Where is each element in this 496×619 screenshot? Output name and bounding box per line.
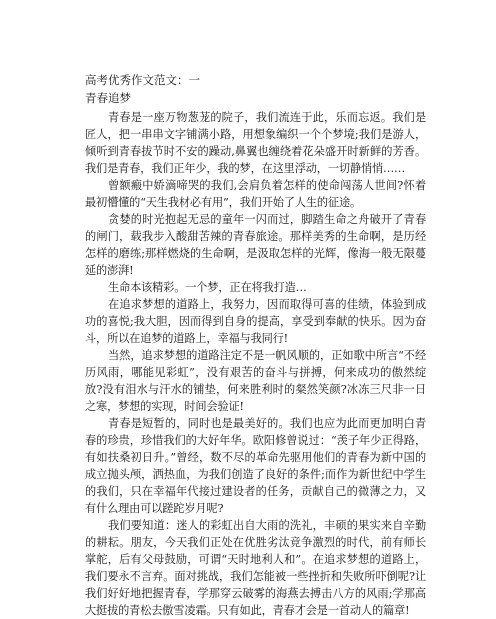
essay-title: 青春追梦 [85,91,131,105]
paragraph-4: 生命本该精彩。一个梦，正在将我打造… [108,281,307,294]
paragraph-2: 曾额瘢中娇滴啼哭的我们,会肩负着怎样的使命闯荡人世间?怀着最初懵懂的“天生我材必有用”，我们开始了人生的征途。 [85,179,426,209]
paragraph-5: 在追求梦想的道路上，我努力，因而取得可喜的佳绩，体验到成功的喜悦;我大胆，因而得到自身的提高，享受到奉献的快乐。因为奋斗，所以在追梦的道路上，幸福与我同行! [85,298,426,345]
paragraph-7: 青春是短暂的，同时也是最美好的。我们也应为此而更加明白青春的珍贵，珍惜我们的大好年华。欧阳修曾说过：“羡子年少正得路，有如扶桑初日升。”曾经，数不尽的革命先驱用他们的青春为新中国的成立抛头颅，洒热血，为我们创造了良好的条件;而作为新世纪中学生的我们，只在幸福年代接过建设者的任务，贡献自己的微薄之力，又有什么理由可以蹉跎岁月呢? [85,417,426,515]
document-header: 高考优秀作文范文：一 [85,73,200,87]
paragraph-6: 当然，追求梦想的道路注定不是一帆风顺的，正如歌中所言“不经历风雨，哪能见彩虹”，没有艰苦的奋斗与拼搏，何来成功的傲然绽放?没有泪水与汗水的铺垫，何来胜利时的粲然笑颜?冰冻三尺非一日之寒，梦想的实现，时间会验证! [85,349,426,413]
paragraph-1: 青春是一座万物葱茏的院子，我们流连于此，乐而忘返。我们是匠人，把一串串文字铺满小路，用想象编织一个个梦境;我们是游人，倾听到青春拔节时不安的躁动,鼻翼也缠绕着花朵盛开时新鲜的芳香。我们是青春，我们正年少，我的梦，在这里浮动，一切静悄悄…… [85,111,426,175]
paragraph-8: 我们要知道：迷人的彩虹出自大雨的洗礼，丰硕的果实来自辛勤的耕耘。朋友，今天我们正处在优胜劣汰竞争激烈的时代，前有师长掌舵，后有父母鼓励，可谓“天时地利人和”。在追求梦想的道路上，我们要永不言弃。面对挑战，我们怎能被一些挫折和失败所吓倒呢?让我们好好地把握青春，学那穿云破雾的海燕去搏击八方的风雨;学那高大挺拔的青松去傲雪凌霜。只有如此，青春才会是一首动人的篇章! [85,519,426,617]
paragraph-3: 贪婪的时光抱起无忌的童年一闪而过，脚踏生命之舟破开了青春的闸门，载我步入酸甜苦辣的青春旅途。那样美秀的生命啊，是历经怎样的磨练;那样燃烧的生命啊，是汲取怎样的光辉，像海一般无限蔓延的澎湃! [85,213,426,277]
